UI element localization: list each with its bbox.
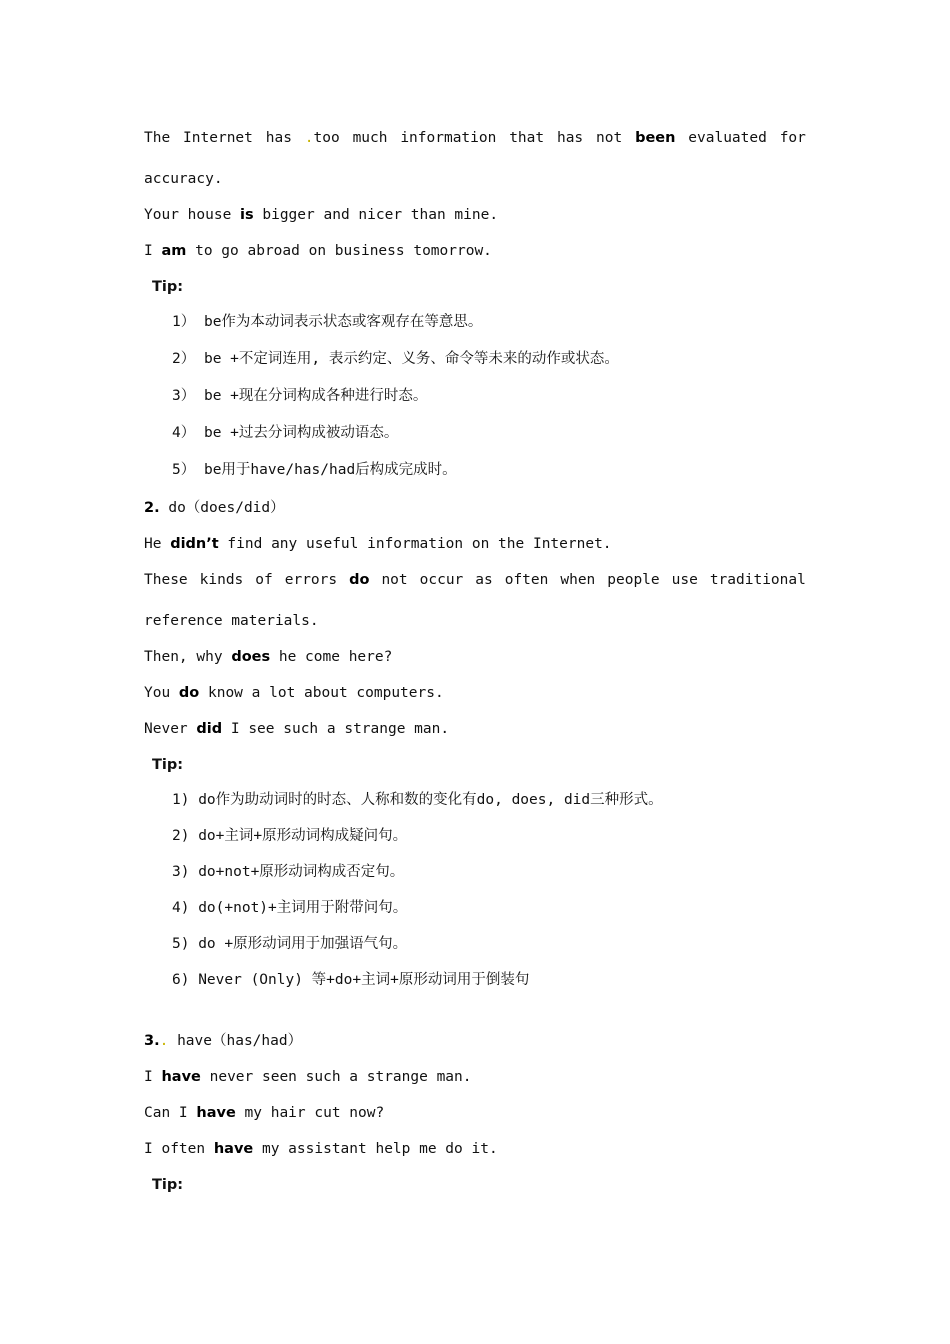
word: often — [504, 572, 549, 588]
tip-item: 4） be +过去分词构成被动语态。 — [172, 425, 399, 441]
example-continuation: reference materials. — [144, 613, 319, 629]
tip-heading: Tip: — [152, 1177, 184, 1193]
word: people — [607, 572, 660, 588]
section-number: 3. — [144, 1033, 160, 1049]
word: has — [265, 130, 292, 146]
word: not — [381, 572, 408, 588]
word: errors — [284, 572, 338, 588]
tip-item: 2） be +不定词连用, 表示约定、义务、命令等未来的动作或状态。 — [172, 351, 619, 367]
example-assistant-line: I often have my assistant help me do it. — [144, 1141, 498, 1157]
word: use — [671, 572, 698, 588]
bold-verb: didn’t — [170, 536, 219, 552]
tip-item: 3） be +现在分词构成各种进行时态。 — [172, 388, 428, 404]
word: .too — [304, 130, 340, 146]
word: of — [255, 572, 273, 588]
example-house-line: Your house is bigger and nicer than mine. — [144, 207, 499, 223]
word: information — [400, 130, 497, 146]
word: The — [144, 130, 171, 146]
bold-verb: does — [231, 649, 271, 665]
word: that — [509, 130, 545, 146]
word: Internet — [183, 130, 253, 146]
word: These — [144, 572, 188, 588]
word: traditional — [709, 572, 806, 588]
example-didnt-line: He didn’t find any useful information on the Internet. — [144, 536, 612, 552]
example-continuation: accuracy. — [144, 171, 223, 187]
bold-verb: do — [349, 572, 370, 588]
example-have-line: I have never seen such a strange man. — [144, 1069, 472, 1085]
tip-item: 5） be用于have/has/had后构成完成时。 — [172, 462, 457, 478]
example-haircut-line: Can I have my hair cut now? — [144, 1105, 385, 1121]
example-does-line: Then, why does he come here? — [144, 649, 393, 665]
example-did-line: Never did I see such a strange man. — [144, 721, 450, 737]
word: has — [556, 130, 584, 146]
section-number: 2. — [144, 500, 160, 516]
section-heading-do: 2. do（does/did） — [144, 500, 285, 516]
bold-verb: been — [635, 130, 676, 146]
word: evaluated — [688, 130, 767, 146]
example-do-line: You do know a lot about computers. — [144, 685, 444, 701]
example-abroad-line: I am to go abroad on business tomorrow. — [144, 243, 492, 259]
tip-heading: Tip: — [152, 757, 184, 773]
word: occur — [419, 572, 464, 588]
word: when — [560, 572, 596, 588]
word: kinds — [199, 572, 244, 588]
bold-verb: did — [196, 721, 223, 737]
bold-verb: have — [161, 1069, 201, 1085]
word: not — [596, 130, 623, 146]
bold-verb: is — [240, 207, 254, 223]
tip-item: 5) do +原形动词用于加强语气句。 — [172, 936, 408, 952]
tip-heading: Tip: — [152, 279, 184, 295]
bold-verb: am — [161, 243, 187, 259]
section-heading-have: 3.. have（has/had） — [144, 1033, 303, 1049]
tip-item: 6) Never (Only) 等+do+主词+原形动词用于倒装句 — [172, 972, 530, 988]
word: as — [475, 572, 493, 588]
bold-verb: have — [213, 1141, 254, 1157]
tip-item: 2) do+主词+原形动词构成疑问句。 — [172, 828, 408, 844]
word: for — [779, 130, 806, 146]
example-internet-line — [144, 128, 806, 148]
bold-verb: do — [178, 685, 200, 701]
marker-dot: . — [159, 1033, 169, 1049]
tip-item: 4) do(+not)+主词用于附带问句。 — [172, 900, 408, 916]
tip-item: 1） be作为本动词表示状态或客观存在等意思。 — [172, 314, 483, 330]
marker-dot: . — [304, 130, 314, 146]
tip-item: 1) do作为助动词时的时态、人称和数的变化有do, does, did三种形式。 — [172, 792, 663, 808]
example-errors-line — [144, 570, 806, 590]
tip-item: 3) do+not+原形动词构成否定句。 — [172, 864, 405, 880]
bold-verb: have — [196, 1105, 236, 1121]
word: much — [352, 130, 388, 146]
